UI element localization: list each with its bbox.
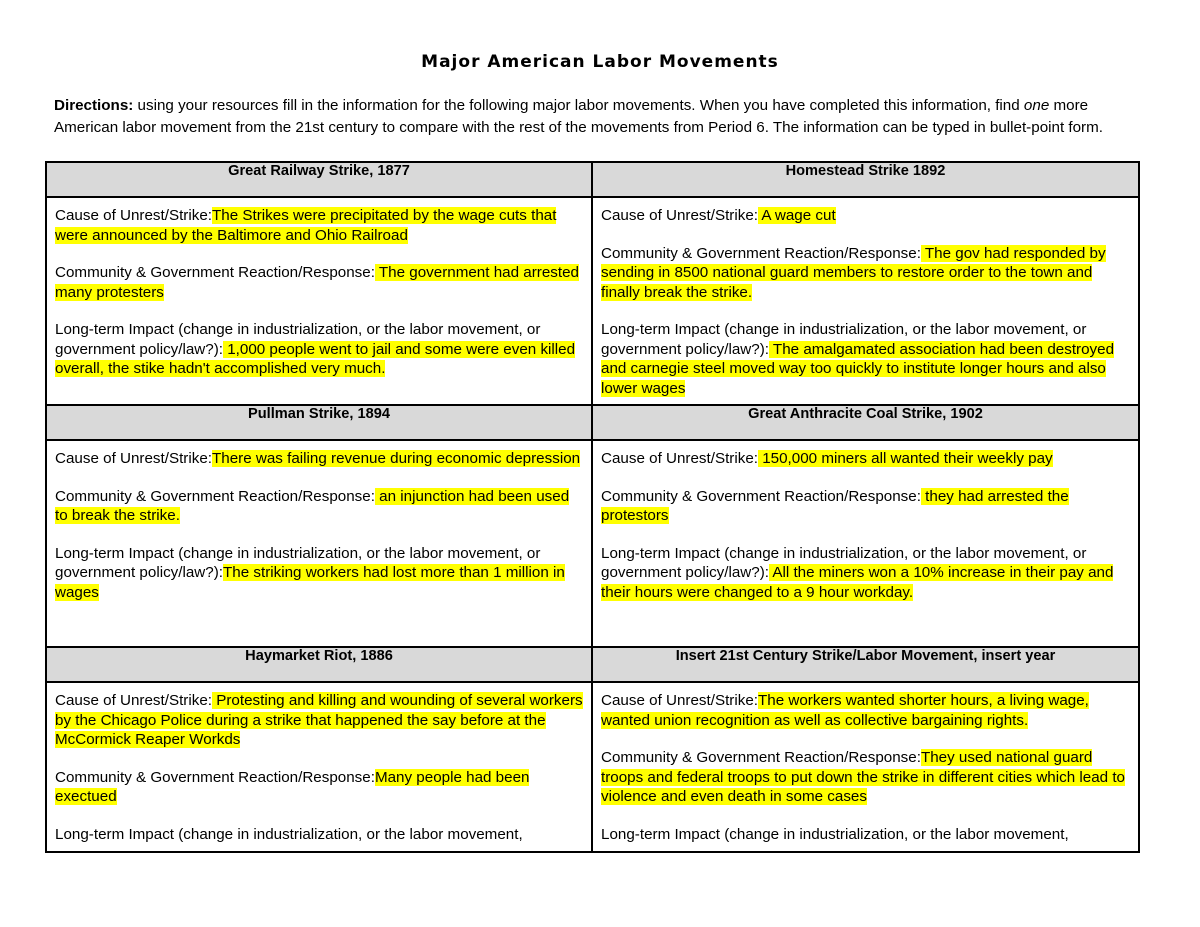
header-row xyxy=(46,162,1139,197)
cause-answer: 150,000 miners all wanted their weekly pay xyxy=(758,450,1053,467)
impact-entry xyxy=(601,320,1130,398)
cause-label: Cause of Unrest/Strike: xyxy=(55,450,212,467)
heading-homestead-strike: Homestead Strike 1892 xyxy=(592,162,1139,197)
header-row xyxy=(46,647,1139,682)
directions-emphasis: one xyxy=(1023,97,1050,114)
cause-entry xyxy=(55,449,583,469)
content-row xyxy=(46,197,1139,405)
impact-answer: 1,000 people went to jail and some were even killed overall, the stike hadn't accomplished very much. xyxy=(55,340,576,377)
impact-label: Long-term Impact (change in industrialization, or the labor movement, xyxy=(601,825,1069,843)
cause-entry xyxy=(601,449,1130,469)
cell-pullman-strike xyxy=(46,440,592,647)
reaction-answer: The gov had responded by sending in 8500 national guard members to restore order to the town and finally break the strike. xyxy=(601,244,1106,301)
reaction-label: Community & Government Reaction/Response: xyxy=(55,264,375,281)
cause-label: Cause of Unrest/Strike: xyxy=(601,450,758,467)
impact-label: Long-term Impact (change in industrialization, or the labor movement, or government policy/law?): xyxy=(55,544,541,581)
reaction-label: Community & Government Reaction/Response: xyxy=(601,487,921,505)
labor-movements-table xyxy=(45,161,1140,853)
cause-answer: The Strikes were precipitated by the wage cuts that were announced by the Baltimore and Ohio Railroad xyxy=(55,207,557,244)
impact-label: Long-term Impact (change in industrialization, or the labor movement, xyxy=(55,825,523,843)
reaction-answer: they had arrested the protestors xyxy=(601,487,1069,524)
heading-pullman-strike: Pullman Strike, 1894 xyxy=(46,405,592,440)
reaction-entry xyxy=(601,748,1130,807)
reaction-label: Community & Government Reaction/Response: xyxy=(601,749,921,766)
impact-answer: The striking workers had lost more than 1 million in wages xyxy=(55,564,565,601)
reaction-label: Community & Government Reaction/Response: xyxy=(55,487,375,505)
impact-entry xyxy=(55,825,583,845)
cause-label: Cause of Unrest/Strike: xyxy=(601,207,758,224)
reaction-label: Community & Government Reaction/Response: xyxy=(601,244,921,262)
impact-entry xyxy=(55,320,583,379)
reaction-entry xyxy=(55,487,583,526)
reaction-entry xyxy=(55,263,583,302)
impact-label: Long-term Impact (change in industrialization, or the labor movement, or government policy/law?): xyxy=(601,544,1087,581)
cell-anthracite-coal-strike xyxy=(592,440,1139,647)
cause-label: Cause of Unrest/Strike: xyxy=(55,692,212,709)
cause-label: Cause of Unrest/Strike: xyxy=(601,692,758,709)
cause-answer: Protesting and killing and wounding of several workers by the Chicago Police during a strike that happened the say before at the McCormick Reaper Workds xyxy=(55,692,583,748)
directions-text-1: using your resources fill in the information for the following major labor movements. When you have completed this information, find xyxy=(133,97,1024,114)
heading-anthracite-coal-strike: Great Anthracite Coal Strike, 1902 xyxy=(592,405,1139,440)
heading-21st-century-strike: Insert 21st Century Strike/Labor Movement, insert year xyxy=(592,647,1139,682)
content-row xyxy=(46,682,1139,852)
cause-entry xyxy=(55,691,583,750)
cell-21st-century-strike xyxy=(592,682,1139,852)
impact-answer: All the miners won a 10% increase in their pay and their hours were changed to a 9 hour workday. xyxy=(601,564,1114,601)
reaction-answer: They used national guard troops and federal troops to put down the strike in different cities which lead to violence and even death in some cases xyxy=(601,749,1125,805)
impact-label: Long-term Impact (change in industrialization, or the labor movement, or government policy/law?): xyxy=(55,321,541,358)
cell-homestead-strike xyxy=(592,197,1139,405)
cause-entry xyxy=(55,206,583,245)
impact-entry xyxy=(55,544,583,603)
impact-answer: The amalgamated association had been destroyed and carnegie steel moved way too quickly to institute longer hours and also lower wages xyxy=(601,340,1115,397)
reaction-answer: Many people had been exectued xyxy=(55,768,530,805)
impact-entry xyxy=(601,825,1130,845)
cause-answer: There was failing revenue during economic depression xyxy=(212,450,581,467)
reaction-entry xyxy=(601,244,1130,303)
directions xyxy=(54,95,1144,138)
cause-label: Cause of Unrest/Strike: xyxy=(55,207,212,224)
heading-haymarket-riot: Haymarket Riot, 1886 xyxy=(46,647,592,682)
reaction-answer: an injunction had been used to break the strike. xyxy=(55,487,570,524)
cell-great-railway-strike xyxy=(46,197,592,405)
reaction-entry xyxy=(601,487,1130,526)
cell-haymarket-riot xyxy=(46,682,592,852)
cause-entry xyxy=(601,691,1130,730)
impact-label: Long-term Impact (change in industrialization, or the labor movement, or government policy/law?): xyxy=(601,321,1087,358)
reaction-label: Community & Government Reaction/Response: xyxy=(55,768,375,786)
directions-text-2: more American labor movement from the 21st century to compare with the rest of the movements from Period 6. The information can be typed in bullet-point form. xyxy=(54,97,1103,136)
directions-lead: Directions: xyxy=(54,97,134,114)
cause-entry xyxy=(601,206,1130,226)
header-row xyxy=(46,405,1139,440)
page-title: Major American Labor Movements xyxy=(421,52,779,72)
reaction-answer: The government had arrested many protesters xyxy=(55,264,579,301)
cause-answer: A wage cut xyxy=(758,207,836,224)
content-row xyxy=(46,440,1139,647)
reaction-entry xyxy=(55,768,583,807)
impact-entry xyxy=(601,544,1130,603)
heading-great-railway-strike: Great Railway Strike, 1877 xyxy=(46,162,592,197)
cause-answer: The workers wanted shorter hours, a living wage, wanted union recognition as well as collective bargaining rights. xyxy=(601,692,1089,729)
